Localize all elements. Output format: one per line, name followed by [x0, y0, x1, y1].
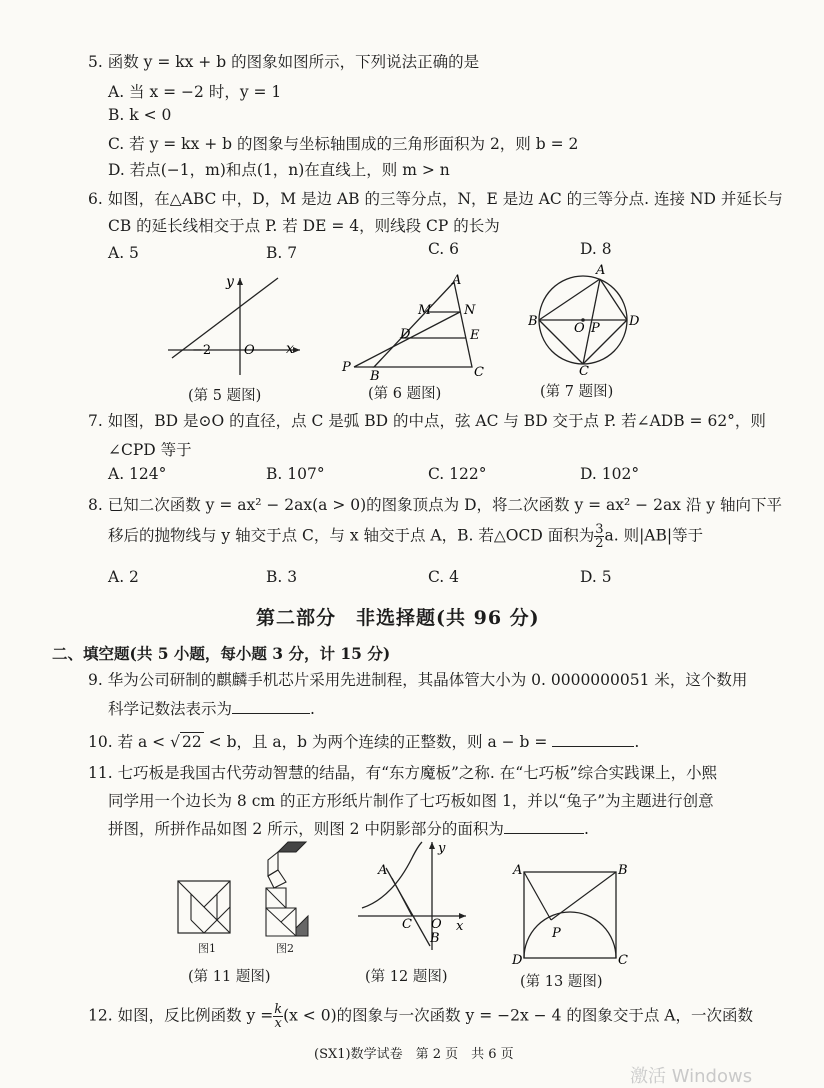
q5-option-b: B. k < 0 — [108, 106, 172, 124]
q12-pre: 12. 如图，反比例函数 y = — [88, 1006, 274, 1025]
q5-option-d: D. 若点(−1，m)和点(1，n)在直线上，则 m > n — [108, 161, 450, 179]
q6-option-a: A. 5 — [108, 244, 139, 262]
q8-option-d: D. 5 — [580, 568, 612, 586]
q6-line1: 6. 如图，在△ABC 中，D，M 是边 AB 的三等分点，N，E 是边 AC 的三等分点. 连接 ND 并延长与 — [88, 190, 783, 208]
q7-option-b: B. 107° — [266, 465, 325, 483]
fig12-label-a: A — [378, 863, 388, 878]
q8-line2 — [108, 523, 703, 550]
fig7-label-d: D — [629, 314, 640, 329]
q10-pre: 10. 若 a < — [88, 733, 166, 751]
fig12-label-c: C — [402, 917, 412, 932]
caption-fig12: (第 12 题图) — [365, 969, 448, 985]
fig6-label-d: D — [400, 327, 411, 342]
fig6-label-b: B — [370, 369, 380, 380]
q11-line3: 拼图，所拼作品如图 2 所示，则图 2 中阴影部分的面积为 . — [108, 820, 589, 838]
q8-option-b: B. 3 — [266, 568, 298, 586]
q12-line — [88, 1003, 753, 1030]
q8-frac-den: 2 — [595, 536, 604, 551]
part2-title: 第二部分 非选择题(共 96 分) — [256, 607, 540, 629]
figure-5 — [160, 270, 310, 380]
q7-option-d: D. 102° — [580, 465, 640, 483]
fig13-label-a: A — [513, 863, 523, 878]
fig6-label-n: N — [464, 303, 476, 318]
fig13-label-p: P — [552, 926, 561, 941]
q9-line1: 9. 华为公司研制的麒麟手机芯片采用先进制程，其晶体管大小为 0. 0000000051 米，这个数用 — [88, 671, 748, 689]
fig6-label-m: M — [418, 303, 432, 318]
q12-fraction — [273, 1003, 283, 1030]
fig6-label-a: A — [452, 273, 462, 288]
fig13-label-c: C — [618, 953, 628, 966]
fig6-label-c: C — [474, 365, 484, 380]
q10-answer-blank[interactable] — [552, 732, 634, 747]
figure-11-rabbit — [252, 840, 314, 940]
fig6-label-p: P — [342, 360, 351, 375]
q7-option-c: C. 122° — [428, 465, 487, 483]
caption-fig13: (第 13 题图) — [520, 974, 603, 990]
fig7-label-b: B — [528, 314, 538, 329]
q11-line1: 11. 七巧板是我国古代劳动智慧的结晶，有“东方魔板”之称. 在“七巧板”综合实践课上，小熙 — [88, 764, 718, 782]
q11-answer-blank[interactable] — [504, 819, 584, 834]
figure-11-tangram — [175, 878, 235, 938]
q7-option-a: A. 124° — [108, 465, 167, 483]
figure-12 — [352, 838, 472, 956]
fig7-label-c: C — [579, 364, 589, 376]
caption-fig11: (第 11 题图) — [188, 969, 271, 985]
q8-option-a: A. 2 — [108, 568, 139, 586]
q9-line2-text: 科学记数法表示为 — [108, 700, 233, 718]
windows-watermark: 激活 Windows — [630, 1066, 753, 1087]
q6-option-d: D. 8 — [580, 240, 612, 258]
caption-fig5: (第 5 题图) — [188, 388, 262, 404]
q8-option-c: C. 4 — [428, 568, 460, 586]
caption-fig7: (第 7 题图) — [540, 384, 614, 400]
figure-13 — [506, 858, 636, 966]
fig6-label-e: E — [470, 328, 480, 343]
q7-line2: ∠CPD 等于 — [108, 441, 192, 459]
q6-option-b: B. 7 — [266, 244, 298, 262]
q8-fraction — [594, 523, 604, 550]
fig7-label-a: A — [596, 263, 606, 278]
page-footer: (SX1)数学试卷 第 2 页 共 6 页 — [314, 1047, 514, 1062]
fig12-label-x: x — [456, 919, 464, 934]
q9-answer-blank[interactable] — [232, 699, 310, 714]
q11-line2: 同学用一个边长为 8 cm 的正方形纸片制作了七巧板如图 1，并以“兔子”为主题进行创意 — [108, 792, 714, 810]
q10-sqrt: √ 22 — [170, 733, 202, 751]
q7-line1: 7. 如图，BD 是⊙O 的直径，点 C 是弧 BD 的中点，弦 AC 与 BD 交于点 P. 若∠ADB = 62°，则 — [88, 412, 766, 430]
fig5-x-label: x — [286, 341, 294, 357]
q12-frac-num: k — [274, 1002, 283, 1017]
q5-option-c: C. 若 y = kx + b 的图象与坐标轴围成的三角形面积为 2，则 b = 2 — [108, 135, 579, 153]
fill-section-header: 二、填空题(共 5 小题，每小题 3 分，计 15 分) — [52, 644, 391, 663]
q12-post: (x < 0)的图象与一次函数 y = −2x − 4 的图象交于点 A，一次函数 — [283, 1006, 753, 1025]
fig12-label-o: O — [431, 917, 442, 932]
q12-frac-den: x — [274, 1016, 282, 1031]
q10-radicand: 22 — [182, 733, 202, 751]
fig11-label-1: 图1 — [198, 942, 216, 955]
fig5-neg2: −2 — [192, 343, 212, 358]
q10-line: 10. 若 a < √ 22 < b，且 a，b 为两个连续的正整数，则 a − b = . — [88, 733, 640, 751]
q8-frac-num: 3 — [595, 522, 604, 537]
fig7-label-p: P — [591, 321, 600, 336]
fig5-y-label: y — [226, 274, 234, 290]
q10-post: < b，且 a，b 为两个连续的正整数，则 a − b = — [208, 733, 548, 751]
q6-line2: CB 的延长线相交于点 P. 若 DE = 4，则线段 CP 的长为 — [108, 217, 500, 235]
fig11-label-2: 图2 — [276, 942, 294, 955]
q5-option-a: A. 当 x = −2 时，y = 1 — [108, 83, 282, 101]
q8-line2-post: a. 则|AB|等于 — [604, 526, 704, 545]
q8-line2-pre: 移后的抛物线与 y 轴交于点 C，与 x 轴交于点 A，B. 若△OCD 面积为 — [108, 526, 595, 545]
q5-stem: 5. 函数 y = kx + b 的图象如图所示，下列说法正确的是 — [88, 53, 480, 71]
q6-option-c: C. 6 — [428, 240, 460, 258]
q9-line2: 科学记数法表示为 . — [108, 700, 315, 718]
fig13-label-b: B — [618, 863, 628, 878]
fig5-origin: O — [244, 343, 255, 358]
fig12-label-b: B — [430, 931, 440, 946]
q8-line1: 8. 已知二次函数 y = ax² − 2ax(a > 0)的图象顶点为 D，将二次函数 y = ax² − 2ax 沿 y 轴向下平 — [88, 496, 782, 514]
figure-6 — [338, 270, 488, 380]
fig12-label-y: y — [438, 841, 446, 856]
caption-fig6: (第 6 题图) — [368, 386, 442, 402]
figure-7 — [528, 262, 642, 376]
q11-line3-text: 拼图，所拼作品如图 2 所示，则图 2 中阴影部分的面积为 — [108, 820, 504, 838]
fig13-label-d: D — [512, 953, 523, 966]
fig7-label-o: O — [574, 321, 585, 336]
